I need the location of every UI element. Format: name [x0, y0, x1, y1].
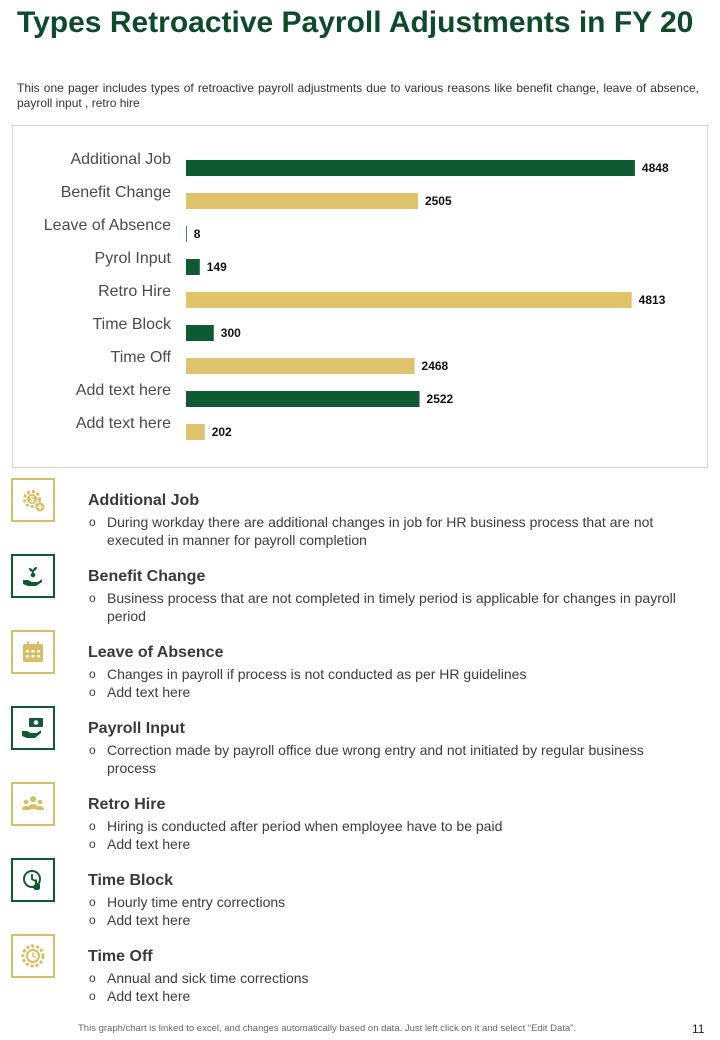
- item-bullets: [88, 589, 678, 625]
- data-label: 4848: [641, 161, 669, 175]
- category-label: Time Off: [110, 349, 171, 366]
- bullet-text: o Add text here: [88, 987, 678, 1005]
- data-label: 4813: [638, 293, 666, 307]
- bullet-text: o Hiring is conducted after period when employee have to be paid: [88, 817, 678, 835]
- item-bullets: [88, 817, 678, 853]
- plant-hand-icon: [21, 564, 45, 588]
- page-title: Types Retroactive Payroll Adjustments in FY 20: [17, 6, 694, 39]
- item-title: Retro Hire: [88, 796, 166, 813]
- data-label: 300: [220, 326, 241, 340]
- calendar-icon: [21, 640, 45, 664]
- data-label: 2505: [424, 194, 452, 208]
- data-label: 8: [193, 227, 201, 241]
- bar-chart[interactable]: [12, 125, 708, 468]
- bar-chart-svg: [13, 126, 707, 467]
- payroll-input-icon-box: [11, 706, 55, 750]
- item-title: Time Block: [88, 872, 174, 889]
- item-title: Leave of Absence: [88, 644, 224, 661]
- category-label: Retro Hire: [98, 283, 171, 300]
- time-off-icon-box: [11, 934, 55, 978]
- category-label: Benefit Change: [60, 184, 171, 201]
- money-gear-icon: [21, 488, 45, 512]
- bullet-text: o Correction made by payroll office due wrong entry and not initiated by regular business process: [88, 741, 678, 777]
- item-bullets: [88, 513, 678, 549]
- category-label: Leave of Absence: [43, 217, 171, 234]
- item-bullets: [88, 665, 678, 701]
- data-label: 2468: [421, 359, 449, 373]
- cash-hand-icon: [21, 716, 45, 740]
- item-bullets: [88, 741, 678, 777]
- page-subtitle: This one pager includes types of retroactive payroll adjustments due to various reasons like benefit change, leave of absence, payroll input , retro hire: [17, 81, 699, 110]
- item-title: Additional Job: [88, 492, 200, 509]
- data-label: 2522: [426, 392, 454, 406]
- clock-gear-icon: [21, 944, 45, 968]
- item-title: Payroll Input: [88, 720, 185, 737]
- item-bullets: [88, 969, 678, 1005]
- item-bullets: [88, 893, 678, 929]
- bar[interactable]: [186, 160, 635, 176]
- bullet-text: o Business process that are not completed in timely period is applicable for changes in payroll period: [88, 589, 678, 625]
- category-label: Add text here: [75, 382, 171, 399]
- item-title: Time Off: [88, 948, 153, 965]
- bar[interactable]: [186, 193, 418, 209]
- leave-of-absence-icon-box: [11, 630, 55, 674]
- bar[interactable]: [186, 292, 632, 308]
- time-block-icon-box: [11, 858, 55, 902]
- retro-hire-icon-box: [11, 782, 55, 826]
- category-label: Additional Job: [70, 151, 171, 168]
- category-label: Time Block: [92, 316, 171, 333]
- bullet-text: o Add text here: [88, 835, 678, 853]
- bar[interactable]: [186, 391, 420, 407]
- bar[interactable]: [186, 325, 214, 341]
- benefit-change-icon-box: [11, 554, 55, 598]
- data-label: 202: [211, 425, 232, 439]
- clock-touch-icon: [21, 868, 45, 892]
- bullet-text: o Annual and sick time corrections: [88, 969, 678, 987]
- bullet-text: o During workday there are additional changes in job for HR business process that are not executed in manner for payroll completion: [88, 513, 678, 549]
- item-title: Benefit Change: [88, 568, 206, 585]
- bullet-text: o Add text here: [88, 683, 678, 701]
- additional-job-icon-box: [11, 478, 55, 522]
- category-label: Add text here: [75, 415, 171, 432]
- bar[interactable]: [186, 424, 205, 440]
- footer-note: This graph/chart is linked to excel, and changes automatically based on data. Just left click on it and select “Edit Data”.: [78, 1023, 576, 1034]
- svg-text:$: $: [29, 495, 35, 504]
- category-label: Pyrol Input: [94, 250, 171, 267]
- bar[interactable]: [186, 259, 200, 275]
- bullet-text: o Hourly time entry corrections: [88, 893, 678, 911]
- bullet-text: o Add text here: [88, 911, 678, 929]
- bullet-text: o Changes in payroll if process is not conducted as per HR guidelines: [88, 665, 678, 683]
- page-number: 11: [692, 1022, 705, 1036]
- bar[interactable]: [186, 226, 187, 242]
- data-label: 149: [206, 260, 227, 274]
- bar[interactable]: [186, 358, 415, 374]
- team-icon: [21, 792, 45, 816]
